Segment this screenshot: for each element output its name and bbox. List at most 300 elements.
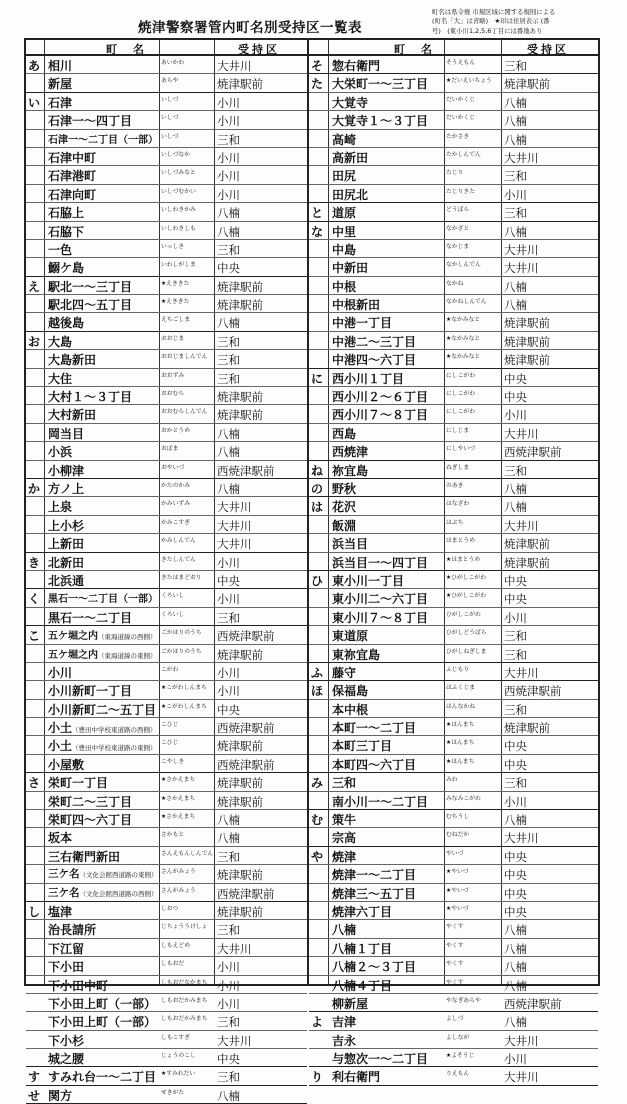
town-reading-text: すみれだい xyxy=(166,1071,196,1078)
town-reading-text: こひじ xyxy=(161,722,179,729)
town-reading xyxy=(161,391,213,397)
town-name-main: 大住 xyxy=(48,371,73,386)
town-reading xyxy=(161,115,213,121)
town-name-main: 石津 xyxy=(48,95,73,110)
station-name: 八楠 xyxy=(504,941,527,956)
town-reading-text: しもえどめ xyxy=(161,942,190,949)
town-name-main: 上泉 xyxy=(48,500,73,515)
station-name: 三和 xyxy=(504,702,527,717)
town-reading xyxy=(446,704,500,710)
town-reading xyxy=(446,759,500,765)
town-name-main: 西焼津 xyxy=(332,445,369,460)
star-icon: ★ xyxy=(446,574,452,581)
kana-index: む xyxy=(311,813,324,828)
town-name-main: 中根 xyxy=(332,279,357,294)
town-reading xyxy=(161,906,213,912)
town-reading xyxy=(161,244,213,250)
town-reading xyxy=(446,740,500,746)
table-row xyxy=(309,976,598,994)
table-row xyxy=(309,369,598,387)
town-reading-text: おおむらしんでん xyxy=(161,409,208,416)
town-name xyxy=(48,811,132,828)
town-name-main: 中港一丁目 xyxy=(332,316,393,331)
station-name: 大井川 xyxy=(504,261,539,276)
town-reading-text: なかね xyxy=(446,280,464,287)
town-reading-text: どうばら xyxy=(446,207,470,214)
town-name-main: 大島新田 xyxy=(48,353,97,368)
table-row xyxy=(26,479,307,497)
town-name xyxy=(48,958,84,975)
town-name-main: 三和 xyxy=(332,776,357,791)
station-name: 中央 xyxy=(504,592,527,607)
town-name-main: 中島 xyxy=(332,242,357,257)
town-name xyxy=(48,75,72,92)
town-name xyxy=(332,186,368,203)
town-name xyxy=(332,462,368,479)
town-reading xyxy=(446,777,500,783)
town-name xyxy=(332,590,428,607)
table-row xyxy=(309,56,598,74)
star-icon: ★ xyxy=(446,905,452,912)
table-row xyxy=(309,571,598,589)
header-town: 町名 xyxy=(394,43,448,56)
table-row xyxy=(309,755,598,773)
kana-index: り xyxy=(311,1070,324,1085)
town-name xyxy=(48,167,96,184)
town-name xyxy=(332,701,368,718)
town-reading xyxy=(161,943,213,949)
town-name-main: 本中根 xyxy=(332,702,369,717)
town-reading xyxy=(161,78,213,84)
town-name-main: 本町一〜二丁目 xyxy=(332,721,417,736)
station-name: 小川 xyxy=(217,169,240,184)
table-row xyxy=(26,994,307,1012)
station-name: 小川 xyxy=(504,794,527,809)
town-reading-text: むちうし xyxy=(446,814,470,821)
town-reading xyxy=(161,520,213,526)
station-name: 中央 xyxy=(504,886,527,901)
town-name-main: 大覚寺 xyxy=(332,95,369,110)
table-row xyxy=(309,1012,598,1030)
town-name xyxy=(48,590,158,605)
station-name: 大井川 xyxy=(504,1070,539,1085)
town-name xyxy=(48,204,84,221)
star-icon: ★ xyxy=(161,280,167,287)
town-reading-text: ひがしこがわ xyxy=(451,574,486,581)
table-row xyxy=(309,387,598,405)
table-row xyxy=(26,847,307,865)
town-reading xyxy=(161,207,213,213)
town-name-main: 城之腰 xyxy=(48,1052,85,1067)
star-icon: ★ xyxy=(161,814,167,821)
town-reading xyxy=(161,924,213,930)
town-reading-text: よしづ xyxy=(446,1016,464,1023)
town-reading-text: おかとうめ xyxy=(161,427,190,434)
table-row xyxy=(26,553,307,571)
table-row xyxy=(309,277,598,295)
town-reading-text: いしづ xyxy=(161,96,179,103)
star-icon: ★ xyxy=(161,777,167,784)
table-row xyxy=(309,74,598,92)
town-reading-text: いしづ xyxy=(161,133,179,140)
town-reading-text: ほんまち xyxy=(451,740,475,747)
town-name-main: 西小川７〜８丁目 xyxy=(332,408,429,423)
town-reading xyxy=(446,97,500,103)
station-name: 小川 xyxy=(217,150,240,165)
town-reading-text: かみいずみ xyxy=(161,501,190,508)
town-name-main: 石脇上 xyxy=(48,206,85,221)
town-reading xyxy=(161,851,213,857)
town-reading xyxy=(446,483,500,489)
town-reading xyxy=(446,1035,500,1041)
town-name xyxy=(48,793,132,810)
town-name xyxy=(332,57,380,74)
town-name xyxy=(48,94,72,111)
table-row xyxy=(26,424,307,442)
station-name: 八楠 xyxy=(217,224,240,239)
town-name-main: 大栄町一〜三丁目 xyxy=(332,77,429,92)
town-reading xyxy=(446,906,500,912)
town-name xyxy=(48,1032,84,1049)
town-name-main: 祢宜島 xyxy=(332,463,369,478)
kana-index: よ xyxy=(311,1015,324,1030)
town-reading-text: おおむら xyxy=(161,391,185,398)
station-name: 小川 xyxy=(217,114,240,129)
town-reading-text: くろいし xyxy=(161,611,185,618)
town-reading-text: いっしき xyxy=(161,243,185,250)
town-reading xyxy=(446,557,500,563)
town-reading-text: なかしんでん xyxy=(446,262,481,269)
town-reading-text: だいかくじ xyxy=(446,115,475,122)
town-name-main: 石津中町 xyxy=(48,150,97,165)
town-reading xyxy=(446,262,500,268)
station-name: 八楠 xyxy=(217,316,240,331)
town-reading xyxy=(161,961,213,967)
kana-index: ね xyxy=(311,463,324,478)
station-name: 八楠 xyxy=(504,481,527,496)
table-row xyxy=(309,405,598,423)
town-reading-text: はぶち xyxy=(446,519,464,526)
town-reading xyxy=(161,152,213,158)
town-reading-text: よしなが xyxy=(446,1034,470,1041)
station-name: 大井川 xyxy=(217,941,252,956)
town-reading-text: あらや xyxy=(161,78,179,85)
town-name-main: 焼津 xyxy=(332,849,357,864)
town-reading-text: はなざわ xyxy=(446,501,470,508)
town-reading-text: みなみこがわ xyxy=(446,795,481,802)
town-name xyxy=(332,406,428,423)
town-name-main: 駅北四〜五丁目 xyxy=(48,298,133,313)
kana-index: と xyxy=(311,206,324,221)
town-reading-text: なかじま xyxy=(446,243,470,250)
town-reading xyxy=(161,538,213,544)
station-name: 八楠 xyxy=(217,1088,240,1103)
town-reading xyxy=(446,924,500,930)
town-reading-text: さんがみょう xyxy=(161,887,196,894)
table-row xyxy=(309,626,598,644)
table-row xyxy=(309,350,598,368)
town-name-main: 石津一〜二丁目（一部） xyxy=(48,134,158,146)
town-name xyxy=(332,646,380,663)
town-name xyxy=(48,995,156,1012)
station-name: 三和 xyxy=(217,1015,240,1030)
kana-index: み xyxy=(311,776,324,791)
town-table xyxy=(24,38,600,1103)
kana-index: こ xyxy=(28,629,41,644)
town-name xyxy=(332,866,416,883)
town-reading-text: やいづ xyxy=(451,869,469,876)
town-reading xyxy=(446,446,500,452)
table-row xyxy=(309,847,598,865)
town-reading xyxy=(446,336,500,342)
table-row xyxy=(26,571,307,589)
table-row xyxy=(309,553,598,571)
town-reading xyxy=(446,134,500,140)
town-reading xyxy=(446,722,500,728)
kana-index: い xyxy=(28,95,41,110)
kana-index: お xyxy=(28,334,41,349)
town-reading-text: だいかくじ xyxy=(446,96,475,103)
town-reading xyxy=(446,170,500,176)
kana-index: に xyxy=(311,371,324,386)
town-reading xyxy=(161,557,213,563)
star-icon: ★ xyxy=(446,335,452,342)
station-name: 小川 xyxy=(504,1052,527,1067)
table-row xyxy=(26,589,307,607)
town-reading-text: なかざと xyxy=(446,225,470,232)
station-name: 八楠 xyxy=(504,978,527,993)
station-name: 大井川 xyxy=(504,426,539,441)
kana-index: ひ xyxy=(311,573,324,588)
town-name xyxy=(332,737,392,754)
town-name-note: （東海道線の西側） xyxy=(98,633,157,642)
table-row xyxy=(26,93,307,111)
station-name: 大井川 xyxy=(217,537,252,552)
town-name-main: 本町三丁目 xyxy=(332,739,393,754)
station-name: 焼津駅前 xyxy=(217,408,263,423)
town-name xyxy=(48,719,157,736)
town-name xyxy=(332,848,356,865)
table-row xyxy=(26,902,307,920)
town-reading xyxy=(446,961,500,967)
station-name: 八楠 xyxy=(217,206,240,221)
town-name-main: 越後島 xyxy=(48,316,85,331)
town-name-main: 方ノ上 xyxy=(48,481,85,496)
town-name xyxy=(48,646,157,661)
town-reading-text: やいづ xyxy=(446,850,464,857)
town-reading-text: こがわしんまち xyxy=(166,703,207,710)
town-reading-text: いわしがしま xyxy=(161,262,196,269)
town-reading-text: かたのかみ xyxy=(161,482,190,489)
town-name-main: 小川 xyxy=(48,665,73,680)
town-name-main: 栄町四〜六丁目 xyxy=(48,813,133,828)
town-name-main: 東祢宜島 xyxy=(332,647,381,662)
town-name-main: 岡当目 xyxy=(48,426,85,441)
town-name-main: 三ケ名 xyxy=(48,886,80,899)
station-name: 八楠 xyxy=(217,426,240,441)
table-row xyxy=(26,626,307,644)
table-row xyxy=(309,1031,598,1049)
star-icon: ★ xyxy=(446,1053,452,1060)
town-name-main: 五ケ堀之内 xyxy=(48,631,98,643)
town-name xyxy=(332,370,404,387)
town-reading xyxy=(446,60,500,66)
station-name: 八楠 xyxy=(217,813,240,828)
town-reading xyxy=(161,667,213,673)
town-reading-text: さんえもんしんでん xyxy=(161,850,214,857)
town-reading-text: やくす xyxy=(446,979,464,986)
town-name xyxy=(332,977,392,994)
town-reading xyxy=(446,244,500,250)
town-name xyxy=(48,351,96,368)
star-icon: ★ xyxy=(161,703,167,710)
station-name: 八楠 xyxy=(504,279,527,294)
town-name-main: 黒石一〜二丁目（一部） xyxy=(48,594,158,606)
town-name xyxy=(48,829,72,846)
town-reading-text: えききた xyxy=(166,280,190,287)
note-line: 町名は県令焼 市規区域に関する規則による xyxy=(432,8,556,16)
table-row xyxy=(26,74,307,92)
town-reading-text: なかみなと xyxy=(451,317,481,324)
town-name xyxy=(332,609,428,626)
town-reading-text: ほんまち xyxy=(451,722,475,729)
town-reading-text: じょうのこし xyxy=(161,1053,196,1060)
town-name xyxy=(48,278,132,295)
town-reading xyxy=(446,1053,500,1059)
town-name xyxy=(48,517,84,534)
town-reading-text: おばま xyxy=(161,446,179,453)
station-name: 八楠 xyxy=(504,923,527,938)
town-name-main: 石津一〜四丁目 xyxy=(48,114,133,129)
town-name xyxy=(48,1050,84,1067)
town-reading-text: さかもと xyxy=(161,832,185,839)
town-reading xyxy=(446,115,500,121)
town-reading-text: さんがみょう xyxy=(161,869,196,876)
town-name xyxy=(332,259,368,276)
star-icon: ★ xyxy=(446,78,452,85)
town-name-main: 大島 xyxy=(48,334,73,349)
town-reading xyxy=(446,667,500,673)
town-reading xyxy=(446,869,500,875)
town-reading xyxy=(446,575,500,581)
town-name xyxy=(332,829,356,846)
table-row xyxy=(26,258,307,276)
town-reading-text: しもおだなかまち xyxy=(161,979,208,986)
station-name: 中央 xyxy=(504,757,527,772)
town-name-main: 石脇下 xyxy=(48,224,85,239)
table-row xyxy=(26,1086,307,1104)
town-name xyxy=(332,314,392,331)
table-row xyxy=(309,865,598,883)
town-name xyxy=(48,131,158,146)
table-row xyxy=(26,166,307,184)
star-icon: ★ xyxy=(446,354,452,361)
town-name xyxy=(48,774,108,791)
table-row xyxy=(26,718,307,736)
town-name xyxy=(332,498,356,515)
town-name-main: 東小川二〜六丁目 xyxy=(332,592,429,607)
town-reading-text: ごかほりのうち xyxy=(161,630,202,637)
town-reading-text: にしこがわ xyxy=(446,372,475,379)
table-row xyxy=(26,405,307,423)
station-name: 八楠 xyxy=(217,481,240,496)
town-name-main: 小柳津 xyxy=(48,463,85,478)
town-reading-text: にしやいづ xyxy=(446,446,475,453)
town-reading xyxy=(446,299,500,305)
town-reading xyxy=(446,796,500,802)
station-name: 三和 xyxy=(217,242,240,257)
town-reading-text: にしじま xyxy=(446,427,470,434)
town-name-main: 東小川一丁目 xyxy=(332,573,405,588)
town-reading xyxy=(161,759,213,765)
town-name-main: 中港二〜三丁目 xyxy=(332,334,417,349)
station-name: 中央 xyxy=(217,261,240,276)
town-reading xyxy=(161,170,213,176)
town-reading xyxy=(446,354,500,360)
station-name: 大井川 xyxy=(504,1033,539,1048)
town-name-note: （文化会館西道路の西側） xyxy=(79,889,158,898)
station-name: 八楠 xyxy=(504,95,527,110)
town-reading xyxy=(446,428,500,434)
table-row xyxy=(26,700,307,718)
table-row xyxy=(26,976,307,994)
town-name xyxy=(332,1032,356,1049)
town-name xyxy=(48,112,132,129)
table-row xyxy=(309,773,598,791)
town-name xyxy=(332,756,416,773)
station-name: 三和 xyxy=(217,923,240,938)
station-name: 三和 xyxy=(504,776,527,791)
town-name-main: 坂本 xyxy=(48,831,73,846)
town-name xyxy=(48,223,84,240)
header-note xyxy=(432,8,622,36)
town-name xyxy=(332,241,356,258)
town-reading xyxy=(161,869,213,875)
town-reading-text: たかさき xyxy=(446,133,470,140)
town-reading-text: ほふくじま xyxy=(446,685,475,692)
town-name-main: 新屋 xyxy=(48,77,73,92)
table-row xyxy=(309,920,598,938)
kana-index: は xyxy=(311,500,324,515)
station-name: 焼津駅前 xyxy=(504,721,550,736)
table-row xyxy=(26,939,307,957)
town-reading-text: いしづむかい xyxy=(161,188,196,195)
town-reading xyxy=(446,152,500,158)
table-row xyxy=(309,994,598,1012)
station-name: 西焼津駅前 xyxy=(504,684,562,699)
table-row xyxy=(309,258,598,276)
town-reading-text: なかみなと xyxy=(451,335,481,342)
station-name: 焼津駅前 xyxy=(217,298,263,313)
town-name xyxy=(332,333,416,350)
station-name: 八楠 xyxy=(217,831,240,846)
town-name-main: すみれ台一〜二丁目 xyxy=(48,1070,157,1085)
town-name xyxy=(48,425,84,442)
town-reading xyxy=(161,1035,213,1041)
town-name xyxy=(48,443,72,460)
town-name xyxy=(48,1068,156,1085)
town-name xyxy=(48,627,157,642)
table-row xyxy=(309,810,598,828)
star-icon: ★ xyxy=(446,593,452,600)
station-name: 三和 xyxy=(504,647,527,662)
station-name: 小川 xyxy=(217,684,240,699)
town-reading-text: みわ xyxy=(446,777,458,784)
town-name-note: （文化会館西道路の東側） xyxy=(79,871,158,880)
town-reading-text: むねだか xyxy=(446,832,470,839)
town-name-main: 小川新町二〜五丁目 xyxy=(48,702,157,717)
station-name: 焼津駅前 xyxy=(504,77,550,92)
